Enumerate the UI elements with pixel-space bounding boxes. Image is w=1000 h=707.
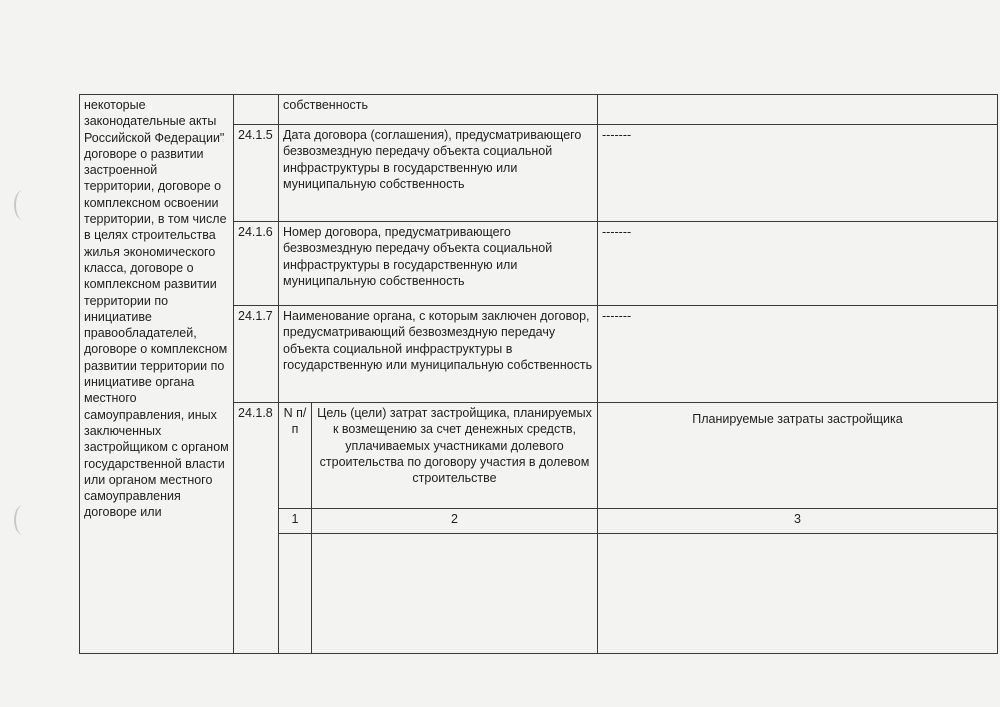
- row-value: -------: [598, 222, 998, 306]
- subtable-col2-header: Цель (цели) затрат застройщика, планируемых к возмещению за счет денежных средств, уплачиваемых участниками долевого строительства по договору участия в долевом строительстве: [312, 403, 598, 509]
- document-table: [79, 94, 998, 654]
- row-number: 24.1.7: [234, 306, 279, 403]
- row-description: Дата договора (соглашения), предусматривающего безвозмездную передачу объекта социальной инфраструктуры в государственную или муниципальную собственность: [279, 125, 598, 222]
- subtable-index-2: 2: [312, 509, 598, 534]
- table-row: [80, 95, 998, 125]
- row-value: -------: [598, 125, 998, 222]
- subtable-col1-header: N п/п: [279, 403, 312, 509]
- subtable-index-1: 1: [279, 509, 312, 534]
- row-number: [234, 95, 279, 125]
- empty-cell: [279, 534, 312, 654]
- punch-hole-mark: [14, 505, 32, 535]
- punch-hole-mark: [14, 190, 32, 220]
- row-number: 24.1.6: [234, 222, 279, 306]
- subtable-index-3: 3: [598, 509, 998, 534]
- row-value: [598, 95, 998, 125]
- row-description: собственность: [279, 95, 598, 125]
- empty-cell: [598, 534, 998, 654]
- row-description: Номер договора, предусматривающего безвозмездную передачу объекта социальной инфраструктуры в государственную или муниципальную собственность: [279, 222, 598, 306]
- row-number: 24.1.5: [234, 125, 279, 222]
- row-value: -------: [598, 306, 998, 403]
- row-number: 24.1.8: [234, 403, 279, 654]
- empty-cell: [312, 534, 598, 654]
- row-description: Наименование органа, с которым заключен договор, предусматривающий безвозмездную передачу объекта социальной инфраструктуры в государственную или муниципальную собственность: [279, 306, 598, 403]
- subtable-col3-header: Планируемые затраты застройщика: [598, 403, 998, 509]
- left-column-text: некоторые законодательные акты Российской Федерации" договоре о развитии застроенной территории, договоре о комплексном освоении территории, в том числе в целях строительства жилья экономического класса, договоре о комплексном развитии территории по инициативе правообладателей, договоре о комплексном развитии территории по инициативе органа местного самоуправления, иных заключенных застройщиком с органом государственной власти или органом местного самоуправления договоре или: [80, 95, 234, 654]
